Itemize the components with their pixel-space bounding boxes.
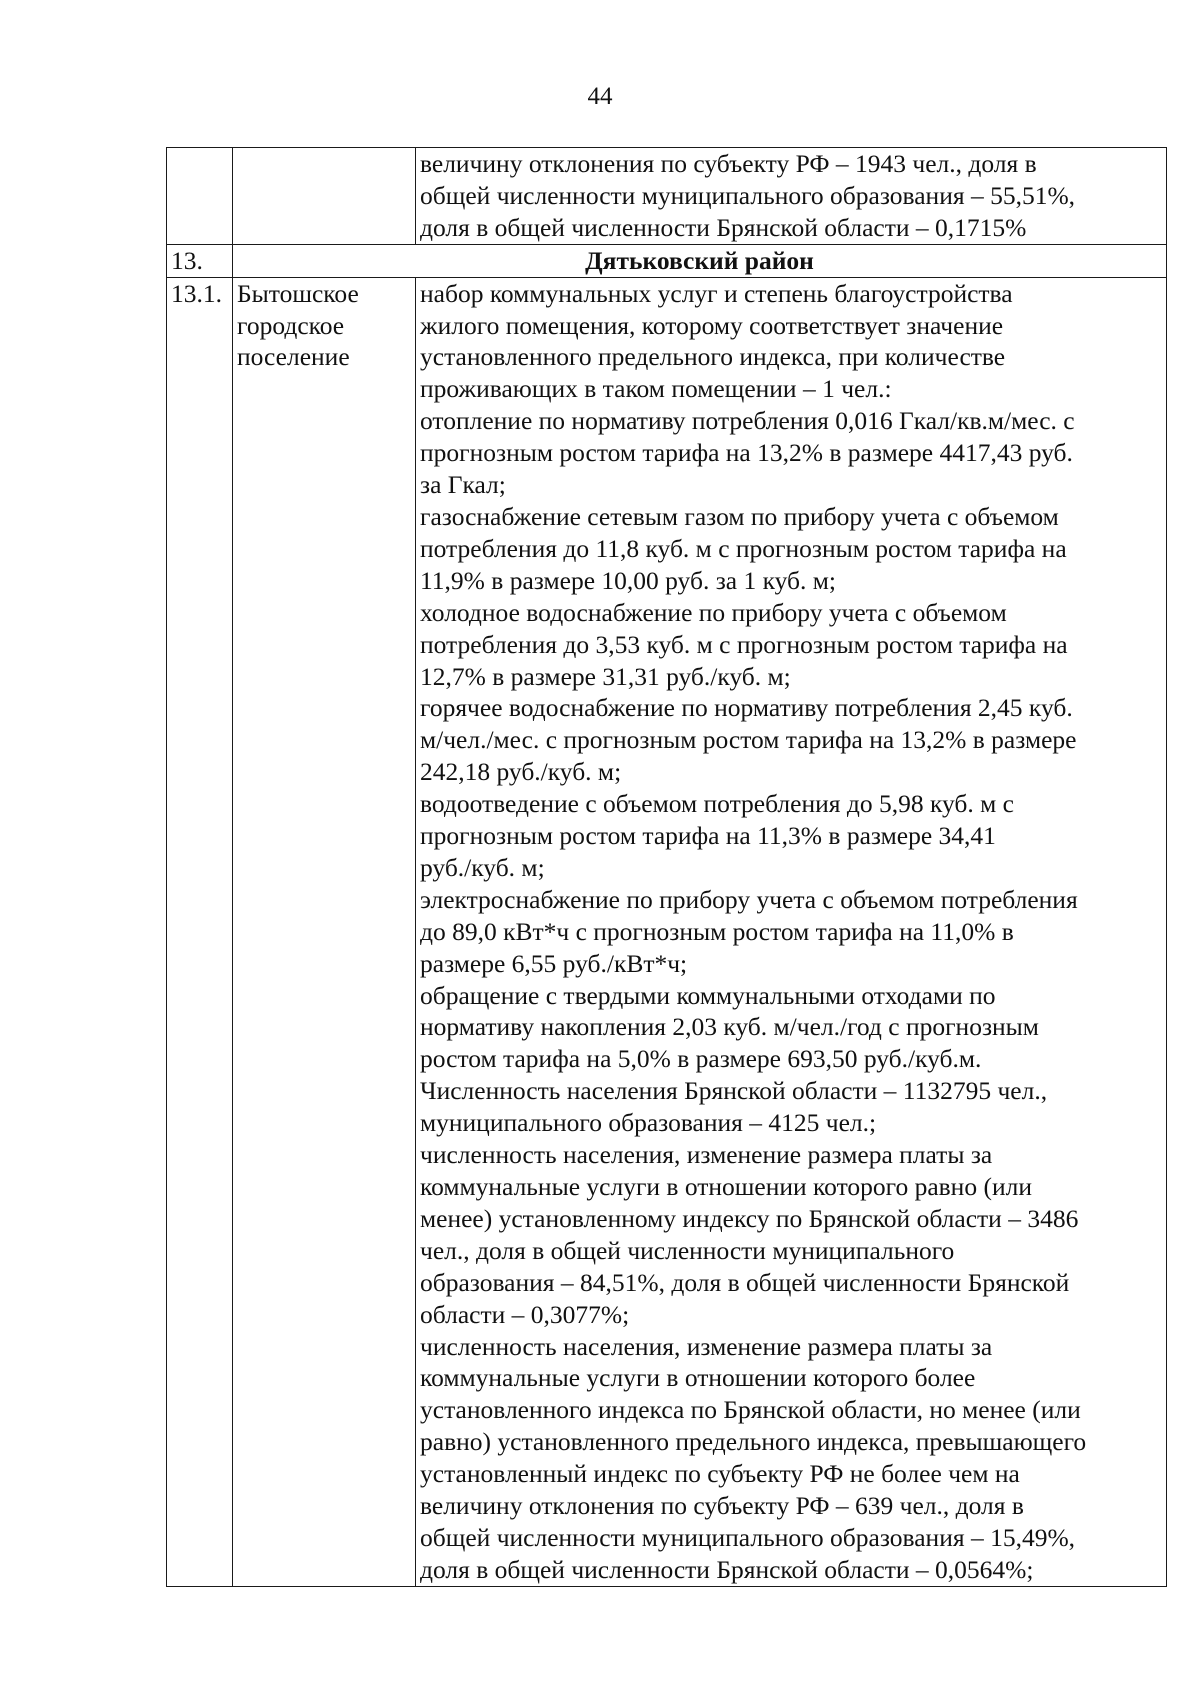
text-line: величину отклонения по субъекту РФ – 639 чел., доля в: [420, 1491, 1024, 1521]
text-line: установленный индекс по субъекту РФ не более чем на: [420, 1459, 1020, 1489]
text-line: доля в общей численности Брянской области – 0,0564%;: [420, 1554, 1034, 1584]
tariff-table: [166, 147, 1167, 1587]
text-line: чел., доля в общей численности муниципального: [420, 1235, 955, 1265]
text-line: потребления до 3,53 куб. м с прогнозным ростом тарифа на: [420, 629, 1068, 659]
text-line: холодное водоснабжение по прибору учета с объемом: [420, 597, 1007, 627]
continuation-text-cell: [416, 148, 1167, 245]
text-line: величину отклонения по субъекту РФ – 1943 чел., доля в: [420, 149, 1037, 178]
entry-text-cell: [416, 277, 1167, 1586]
text-line: коммунальные услуги в отношении которого равно (или: [420, 1172, 1032, 1201]
text-line: численность населения, изменение размера платы за: [420, 1140, 993, 1170]
continuation-number-cell: [167, 148, 233, 245]
text-line: жилого помещения, которому соответствует значение: [420, 310, 1004, 340]
entry-name-line: поселение: [237, 342, 350, 372]
entry-row: [167, 277, 1167, 1586]
text-line: установленного предельного индекса, при количестве: [420, 342, 1006, 372]
continuation-name-cell: [233, 148, 416, 245]
text-line: горячее водоснабжение по нормативу потребления 2,45 куб.: [420, 693, 1073, 723]
text-line: ростом тарифа на 5,0% в размере 693,50 руб./куб.м.: [420, 1044, 982, 1074]
text-line: области – 0,3077%;: [420, 1299, 630, 1329]
text-line: доля в общей численности Брянской области – 0,1715%: [420, 212, 1027, 242]
text-line: набор коммунальных услуг и степень благоустройства: [420, 278, 1013, 308]
text-line: Численность населения Брянской области – 1132795 чел.,: [420, 1076, 1048, 1106]
text-line: нормативу накопления 2,03 куб. м/чел./год с прогнозным: [420, 1012, 1039, 1042]
page-number: 44: [587, 83, 613, 110]
text-line: установленного индекса по Брянской области, но менее (или: [420, 1395, 1081, 1425]
entry-number: 13.1.: [167, 277, 233, 1586]
text-line: общей численности муниципального образования – 15,49%,: [420, 1522, 1076, 1552]
text-line: газоснабжение сетевым газом по прибору учета с объемом: [420, 501, 1059, 531]
text-line: муниципального образования – 4125 чел.;: [420, 1108, 877, 1138]
text-line: 12,7% в размере 31,31 руб./куб. м;: [420, 661, 791, 691]
text-line: 11,9% в размере 10,00 руб. за 1 куб. м;: [420, 565, 836, 595]
text-line: водоотведение с объемом потребления до 5,98 куб. м с: [420, 789, 1014, 819]
text-line: численность населения, изменение размера платы за: [420, 1331, 993, 1361]
text-line: равно) установленного предельного индекса, превышающего: [420, 1427, 1087, 1457]
continuation-row: [167, 148, 1167, 245]
text-line: за Гкал;: [420, 470, 506, 500]
text-line: проживающих в таком помещении – 1 чел.:: [420, 374, 892, 404]
text-line: м/чел./мес. с прогнозным ростом тарифа на 13,2% в размере: [420, 725, 1077, 755]
text-line: коммунальные услуги в отношении которого более: [420, 1363, 976, 1393]
section-row: [167, 244, 1167, 277]
text-line: менее) установленному индексу по Брянской области – 3486: [420, 1203, 1079, 1233]
text-line: общей численности муниципального образования – 55,51%,: [420, 180, 1076, 210]
text-line: прогнозным ростом тарифа на 13,2% в размере 4417,43 руб.: [420, 438, 1073, 468]
text-line: электроснабжение по прибору учета с объемом потребления: [420, 884, 1078, 914]
text-line: потребления до 11,8 куб. м с прогнозным ростом тарифа на: [420, 533, 1067, 563]
entry-name-line: городское: [237, 310, 345, 340]
text-line: прогнозным ростом тарифа на 11,3% в размере 34,41: [420, 821, 996, 851]
text-line: до 89,0 кВт*ч с прогнозным ростом тарифа на 11,0% в: [420, 916, 1014, 946]
section-title: Дятьковский район: [233, 244, 1167, 277]
section-number: 13.: [167, 244, 233, 277]
text-line: руб./куб. м;: [420, 852, 545, 882]
text-line: образования – 84,51%, доля в общей численности Брянской: [420, 1267, 1070, 1297]
entry-name-cell: [233, 277, 416, 1586]
text-line: отопление по нормативу потребления 0,016 Гкал/кв.м/мес. с: [420, 406, 1075, 436]
text-line: обращение с твердыми коммунальными отходами по: [420, 980, 996, 1010]
entry-name-line: Бытошское: [237, 278, 359, 308]
text-line: 242,18 руб./куб. м;: [420, 757, 622, 787]
text-line: размере 6,55 руб./кВт*ч;: [420, 948, 688, 978]
